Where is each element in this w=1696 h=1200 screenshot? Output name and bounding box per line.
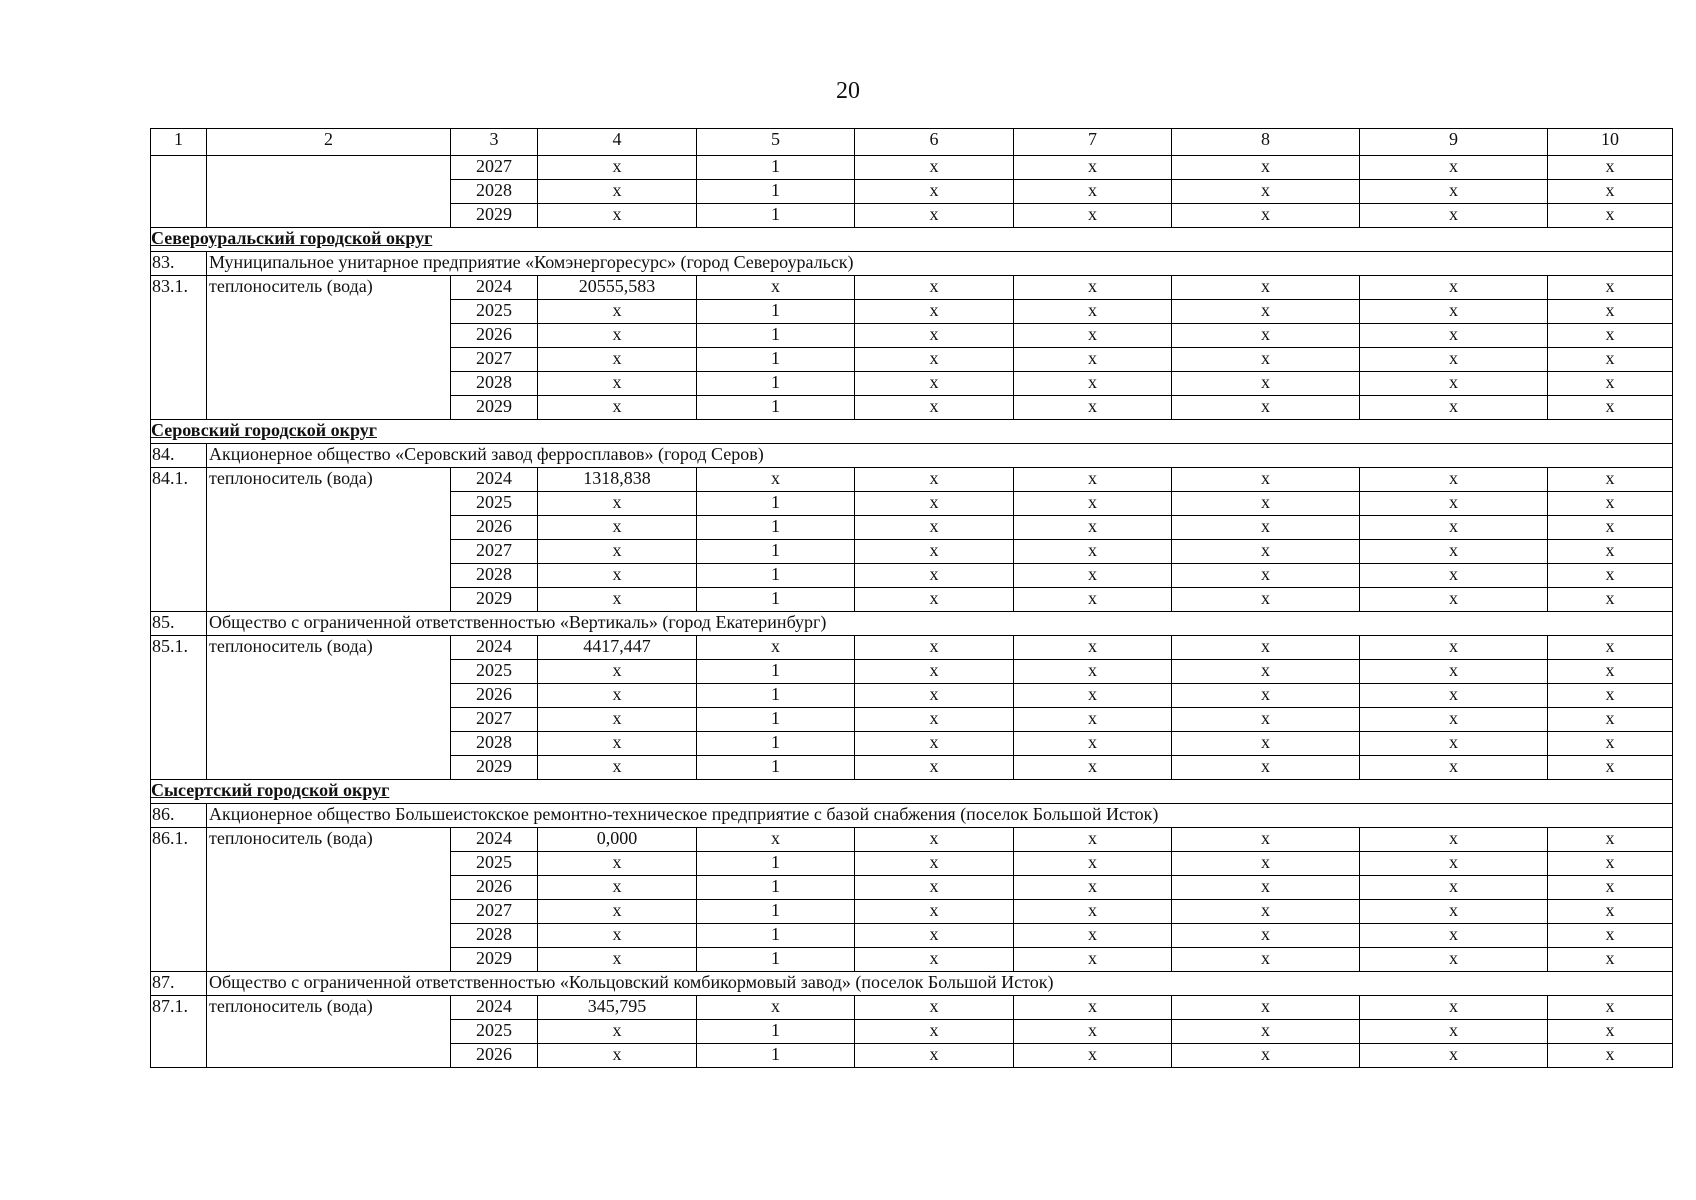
- value-cell: x: [1172, 300, 1360, 324]
- item-name: теплоноситель (вода): [207, 636, 451, 780]
- value-cell: x: [538, 372, 697, 396]
- year-cell: 2025: [451, 492, 538, 516]
- item-name: теплоноситель (вода): [207, 828, 451, 972]
- value-cell: x: [855, 660, 1014, 684]
- organization-name: Общество с ограниченной ответственностью «Вертикаль» (город Екатеринбург): [207, 612, 1673, 636]
- column-header: 7: [1014, 129, 1172, 156]
- page-number: 20: [836, 78, 860, 104]
- value-cell: x: [1172, 204, 1360, 228]
- table-row: [151, 276, 1673, 300]
- column-header: 6: [855, 129, 1014, 156]
- column-header: 1: [151, 129, 207, 156]
- item-number: [151, 156, 207, 228]
- value-cell: x: [855, 708, 1014, 732]
- value-cell: x: [1360, 684, 1548, 708]
- year-cell: 2024: [451, 468, 538, 492]
- value-cell: x: [1548, 564, 1673, 588]
- value-cell: x: [1548, 924, 1673, 948]
- year-cell: 2024: [451, 996, 538, 1020]
- value-cell: 1: [697, 756, 855, 780]
- item-number: 87.1.: [151, 996, 207, 1068]
- value-cell: x: [538, 1020, 697, 1044]
- year-cell: 2028: [451, 924, 538, 948]
- year-cell: 2024: [451, 636, 538, 660]
- year-cell: 2024: [451, 828, 538, 852]
- year-cell: 2026: [451, 516, 538, 540]
- value-cell: x: [1172, 924, 1360, 948]
- value-cell: x: [538, 492, 697, 516]
- value-cell: 1: [697, 492, 855, 516]
- value-cell: x: [855, 588, 1014, 612]
- value-cell: x: [855, 732, 1014, 756]
- value-cell: x: [1172, 732, 1360, 756]
- value-cell: x: [1172, 180, 1360, 204]
- value-cell: x: [1014, 924, 1172, 948]
- value-cell: x: [1548, 156, 1673, 180]
- year-cell: 2029: [451, 588, 538, 612]
- value-cell: x: [1548, 1020, 1673, 1044]
- value-cell: x: [1548, 756, 1673, 780]
- value-cell: x: [855, 948, 1014, 972]
- year-cell: 2029: [451, 204, 538, 228]
- value-cell: x: [538, 564, 697, 588]
- district-row: [151, 420, 1673, 444]
- value-cell: x: [1548, 1044, 1673, 1068]
- year-cell: 2028: [451, 732, 538, 756]
- value-cell: x: [855, 516, 1014, 540]
- value-cell: x: [538, 348, 697, 372]
- value-cell: x: [697, 276, 855, 300]
- value-cell: x: [855, 924, 1014, 948]
- value-cell: x: [855, 876, 1014, 900]
- value-cell: 1: [697, 516, 855, 540]
- district-name: Серовский городской округ: [151, 420, 1673, 444]
- value-cell: x: [855, 468, 1014, 492]
- value-cell: x: [1172, 324, 1360, 348]
- organization-number: 83.: [151, 252, 207, 276]
- value-cell: x: [538, 948, 697, 972]
- year-cell: 2027: [451, 708, 538, 732]
- value-cell: x: [538, 588, 697, 612]
- value-cell: 4417,447: [538, 636, 697, 660]
- year-cell: 2027: [451, 156, 538, 180]
- value-cell: 1: [697, 732, 855, 756]
- value-cell: x: [855, 564, 1014, 588]
- item-name: теплоноситель (вода): [207, 468, 451, 612]
- value-cell: x: [1548, 516, 1673, 540]
- value-cell: x: [1360, 564, 1548, 588]
- value-cell: x: [1360, 372, 1548, 396]
- value-cell: x: [1360, 516, 1548, 540]
- value-cell: x: [1360, 348, 1548, 372]
- value-cell: x: [1014, 372, 1172, 396]
- value-cell: x: [1360, 492, 1548, 516]
- value-cell: x: [1548, 396, 1673, 420]
- value-cell: 1: [697, 204, 855, 228]
- value-cell: x: [1014, 204, 1172, 228]
- value-cell: 0,000: [538, 828, 697, 852]
- value-cell: x: [1172, 492, 1360, 516]
- value-cell: x: [1360, 300, 1548, 324]
- year-cell: 2025: [451, 660, 538, 684]
- value-cell: 1: [697, 948, 855, 972]
- value-cell: x: [1360, 324, 1548, 348]
- item-number: 86.1.: [151, 828, 207, 972]
- value-cell: x: [1360, 876, 1548, 900]
- value-cell: x: [697, 468, 855, 492]
- year-cell: 2029: [451, 396, 538, 420]
- year-cell: 2029: [451, 948, 538, 972]
- value-cell: x: [1014, 492, 1172, 516]
- value-cell: x: [1014, 1020, 1172, 1044]
- value-cell: x: [855, 348, 1014, 372]
- value-cell: x: [855, 636, 1014, 660]
- district-name: Сысертский городской округ: [151, 780, 1673, 804]
- value-cell: x: [855, 828, 1014, 852]
- value-cell: x: [1172, 828, 1360, 852]
- value-cell: 1: [697, 300, 855, 324]
- value-cell: x: [1360, 732, 1548, 756]
- value-cell: x: [1360, 1044, 1548, 1068]
- year-cell: 2026: [451, 324, 538, 348]
- value-cell: x: [1360, 276, 1548, 300]
- value-cell: 1: [697, 900, 855, 924]
- tariff-table: [150, 128, 1673, 1068]
- organization-name: Муниципальное унитарное предприятие «Комэнергоресурс» (город Североуральск): [207, 252, 1673, 276]
- value-cell: x: [1172, 396, 1360, 420]
- value-cell: x: [1548, 948, 1673, 972]
- value-cell: x: [697, 636, 855, 660]
- value-cell: x: [1548, 180, 1673, 204]
- column-header: 5: [697, 129, 855, 156]
- year-cell: 2026: [451, 876, 538, 900]
- value-cell: x: [1014, 468, 1172, 492]
- value-cell: x: [1172, 588, 1360, 612]
- value-cell: x: [538, 180, 697, 204]
- value-cell: x: [855, 372, 1014, 396]
- value-cell: x: [1014, 540, 1172, 564]
- value-cell: x: [855, 492, 1014, 516]
- value-cell: x: [538, 708, 697, 732]
- value-cell: x: [1172, 468, 1360, 492]
- value-cell: x: [1360, 756, 1548, 780]
- organization-name: Акционерное общество «Серовский завод ферросплавов» (город Серов): [207, 444, 1673, 468]
- item-number: 83.1.: [151, 276, 207, 420]
- value-cell: x: [1014, 180, 1172, 204]
- value-cell: x: [1172, 540, 1360, 564]
- table-row: [151, 468, 1673, 492]
- year-cell: 2026: [451, 1044, 538, 1068]
- value-cell: x: [538, 300, 697, 324]
- value-cell: x: [1014, 516, 1172, 540]
- value-cell: 1: [697, 924, 855, 948]
- value-cell: x: [1360, 996, 1548, 1020]
- value-cell: x: [1360, 900, 1548, 924]
- value-cell: 1: [697, 1020, 855, 1044]
- column-header: 2: [207, 129, 451, 156]
- year-cell: 2025: [451, 300, 538, 324]
- value-cell: x: [538, 876, 697, 900]
- value-cell: x: [1172, 948, 1360, 972]
- value-cell: x: [1014, 156, 1172, 180]
- value-cell: x: [538, 204, 697, 228]
- value-cell: x: [1548, 876, 1673, 900]
- value-cell: 1: [697, 348, 855, 372]
- column-header: 3: [451, 129, 538, 156]
- value-cell: x: [1360, 852, 1548, 876]
- year-cell: 2028: [451, 372, 538, 396]
- value-cell: x: [1014, 708, 1172, 732]
- value-cell: x: [1548, 996, 1673, 1020]
- item-number: 84.1.: [151, 468, 207, 612]
- year-cell: 2024: [451, 276, 538, 300]
- year-cell: 2027: [451, 348, 538, 372]
- value-cell: x: [1548, 276, 1673, 300]
- value-cell: 1: [697, 564, 855, 588]
- value-cell: x: [1548, 348, 1673, 372]
- value-cell: x: [1172, 156, 1360, 180]
- year-cell: 2025: [451, 852, 538, 876]
- table-row: [151, 996, 1673, 1020]
- value-cell: x: [1172, 660, 1360, 684]
- value-cell: x: [1548, 372, 1673, 396]
- value-cell: x: [1548, 588, 1673, 612]
- organization-name: Общество с ограниченной ответственностью «Кольцовский комбикормовый завод» (поселок Большой Исток): [207, 972, 1673, 996]
- value-cell: x: [1172, 1044, 1360, 1068]
- organization-number: 84.: [151, 444, 207, 468]
- value-cell: x: [1360, 468, 1548, 492]
- value-cell: x: [855, 276, 1014, 300]
- value-cell: x: [1014, 900, 1172, 924]
- value-cell: x: [1014, 852, 1172, 876]
- value-cell: 1: [697, 660, 855, 684]
- value-cell: x: [855, 852, 1014, 876]
- value-cell: x: [1360, 540, 1548, 564]
- value-cell: x: [1172, 372, 1360, 396]
- item-number: 85.1.: [151, 636, 207, 780]
- organization-number: 85.: [151, 612, 207, 636]
- value-cell: x: [1548, 300, 1673, 324]
- value-cell: 1: [697, 876, 855, 900]
- value-cell: x: [1014, 396, 1172, 420]
- value-cell: x: [1360, 660, 1548, 684]
- value-cell: 1: [697, 156, 855, 180]
- value-cell: x: [1548, 636, 1673, 660]
- value-cell: x: [1014, 324, 1172, 348]
- value-cell: x: [1548, 468, 1673, 492]
- value-cell: x: [855, 396, 1014, 420]
- value-cell: 1: [697, 684, 855, 708]
- column-header: 9: [1360, 129, 1548, 156]
- value-cell: x: [1172, 564, 1360, 588]
- value-cell: x: [1014, 636, 1172, 660]
- value-cell: 345,795: [538, 996, 697, 1020]
- column-header: 8: [1172, 129, 1360, 156]
- table-row: [151, 156, 1673, 180]
- value-cell: x: [538, 684, 697, 708]
- value-cell: 1: [697, 180, 855, 204]
- value-cell: x: [697, 828, 855, 852]
- column-header: 4: [538, 129, 697, 156]
- value-cell: x: [1360, 948, 1548, 972]
- district-row: [151, 780, 1673, 804]
- value-cell: x: [855, 996, 1014, 1020]
- value-cell: x: [855, 324, 1014, 348]
- value-cell: x: [1360, 588, 1548, 612]
- value-cell: x: [538, 156, 697, 180]
- value-cell: x: [538, 900, 697, 924]
- value-cell: x: [1014, 828, 1172, 852]
- value-cell: 1: [697, 852, 855, 876]
- value-cell: x: [855, 1020, 1014, 1044]
- value-cell: x: [1014, 1044, 1172, 1068]
- value-cell: x: [1014, 732, 1172, 756]
- value-cell: x: [1548, 660, 1673, 684]
- value-cell: x: [1172, 852, 1360, 876]
- value-cell: x: [1172, 876, 1360, 900]
- value-cell: x: [855, 900, 1014, 924]
- organization-row: [151, 444, 1673, 468]
- value-cell: x: [1360, 708, 1548, 732]
- value-cell: x: [855, 300, 1014, 324]
- value-cell: x: [1172, 1020, 1360, 1044]
- value-cell: x: [1172, 996, 1360, 1020]
- value-cell: x: [1014, 756, 1172, 780]
- value-cell: x: [1360, 924, 1548, 948]
- value-cell: x: [538, 1044, 697, 1068]
- value-cell: x: [1360, 636, 1548, 660]
- district-name: Североуральский городской округ: [151, 228, 1673, 252]
- value-cell: x: [1172, 276, 1360, 300]
- value-cell: x: [1014, 684, 1172, 708]
- value-cell: 1: [697, 396, 855, 420]
- value-cell: x: [855, 180, 1014, 204]
- value-cell: x: [1172, 708, 1360, 732]
- value-cell: x: [855, 156, 1014, 180]
- value-cell: 1: [697, 324, 855, 348]
- year-cell: 2028: [451, 564, 538, 588]
- value-cell: 1: [697, 708, 855, 732]
- value-cell: x: [1548, 492, 1673, 516]
- value-cell: 1: [697, 1044, 855, 1068]
- value-cell: x: [1360, 1020, 1548, 1044]
- organization-row: [151, 252, 1673, 276]
- value-cell: x: [1548, 828, 1673, 852]
- value-cell: 1318,838: [538, 468, 697, 492]
- value-cell: x: [1548, 852, 1673, 876]
- table-body: [151, 129, 1673, 1068]
- year-cell: 2028: [451, 180, 538, 204]
- value-cell: x: [855, 1044, 1014, 1068]
- value-cell: x: [1548, 900, 1673, 924]
- value-cell: x: [855, 756, 1014, 780]
- column-header: 10: [1548, 129, 1673, 156]
- value-cell: x: [1014, 564, 1172, 588]
- value-cell: x: [1360, 828, 1548, 852]
- value-cell: x: [538, 660, 697, 684]
- value-cell: x: [1014, 948, 1172, 972]
- organization-row: [151, 804, 1673, 828]
- value-cell: 1: [697, 372, 855, 396]
- value-cell: x: [538, 516, 697, 540]
- value-cell: 20555,583: [538, 276, 697, 300]
- value-cell: x: [855, 204, 1014, 228]
- value-cell: x: [538, 324, 697, 348]
- item-name: теплоноситель (вода): [207, 276, 451, 420]
- year-cell: 2027: [451, 540, 538, 564]
- year-cell: 2029: [451, 756, 538, 780]
- value-cell: x: [1172, 348, 1360, 372]
- value-cell: x: [1360, 204, 1548, 228]
- value-cell: x: [1172, 516, 1360, 540]
- value-cell: x: [1548, 540, 1673, 564]
- value-cell: x: [538, 756, 697, 780]
- value-cell: x: [1014, 588, 1172, 612]
- value-cell: x: [1548, 204, 1673, 228]
- year-cell: 2027: [451, 900, 538, 924]
- value-cell: x: [1014, 348, 1172, 372]
- value-cell: x: [1548, 324, 1673, 348]
- table-row: [151, 828, 1673, 852]
- value-cell: x: [855, 684, 1014, 708]
- district-row: [151, 228, 1673, 252]
- item-name: [207, 156, 451, 228]
- value-cell: x: [1014, 996, 1172, 1020]
- value-cell: x: [538, 924, 697, 948]
- year-cell: 2026: [451, 684, 538, 708]
- value-cell: 1: [697, 540, 855, 564]
- value-cell: x: [1548, 684, 1673, 708]
- value-cell: x: [1360, 180, 1548, 204]
- value-cell: x: [1172, 684, 1360, 708]
- year-cell: 2025: [451, 1020, 538, 1044]
- value-cell: x: [1548, 732, 1673, 756]
- value-cell: x: [538, 852, 697, 876]
- value-cell: x: [1172, 900, 1360, 924]
- organization-row: [151, 612, 1673, 636]
- value-cell: x: [1014, 300, 1172, 324]
- organization-number: 86.: [151, 804, 207, 828]
- value-cell: x: [538, 396, 697, 420]
- organization-name: Акционерное общество Большеистокское ремонтно-техническое предприятие с базой снабжения (поселок Большой Исток): [207, 804, 1673, 828]
- value-cell: x: [1360, 396, 1548, 420]
- value-cell: x: [538, 732, 697, 756]
- value-cell: x: [1014, 276, 1172, 300]
- value-cell: x: [855, 540, 1014, 564]
- value-cell: x: [1548, 708, 1673, 732]
- organization-row: [151, 972, 1673, 996]
- table-row: [151, 636, 1673, 660]
- value-cell: x: [1014, 660, 1172, 684]
- value-cell: x: [1172, 756, 1360, 780]
- organization-number: 87.: [151, 972, 207, 996]
- value-cell: x: [1014, 876, 1172, 900]
- value-cell: x: [697, 996, 855, 1020]
- value-cell: x: [538, 540, 697, 564]
- value-cell: x: [1360, 156, 1548, 180]
- value-cell: 1: [697, 588, 855, 612]
- column-header-row: [151, 129, 1673, 156]
- item-name: теплоноситель (вода): [207, 996, 451, 1068]
- value-cell: x: [1172, 636, 1360, 660]
